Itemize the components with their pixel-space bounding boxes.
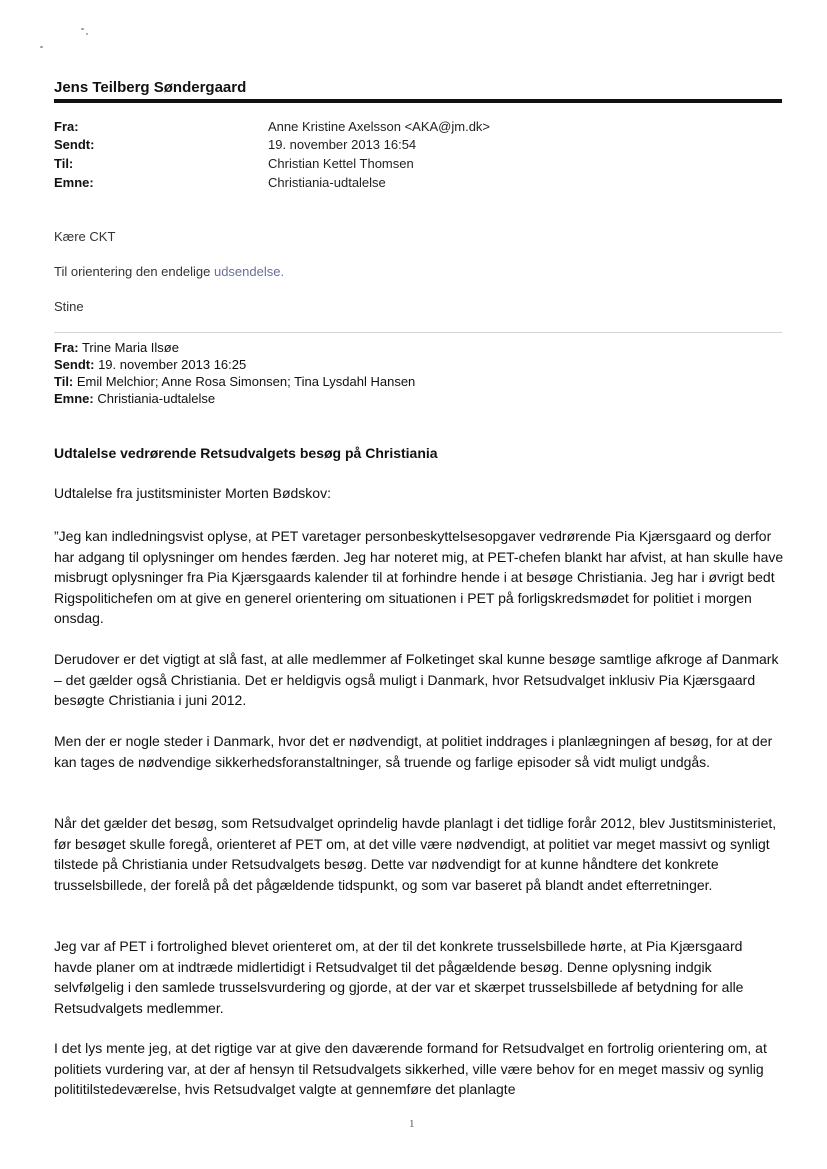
statement-title: Udtalelse vedrørende Retsudvalgets besøg på Christiania xyxy=(54,445,438,461)
statement-paragraph: ”Jeg kan indledningsvist oplyse, at PET varetager personbeskyttelsesopgaver vedrørende Pia Kjærsgaard og derfor har adgang til oplysninger om hendes færden. Jeg har noteret mig, at PET-chefen blankt har afvist, at han skulle have misbrugt oplysninger fra Pia Kjærsgaards kalender til at forhindre hende i at besøge Christiania. Jeg har i øvrigt bedt Rigspolitichefen om at give en generel orientering om situationen i PET på forligskredsmødet for politiet i morgen onsdag. xyxy=(54,528,784,627)
to-label: Til: xyxy=(54,156,74,171)
scan-speck xyxy=(40,46,43,48)
scan-speck xyxy=(86,33,88,35)
statement-paragraph: Derudover er det vigtigt at slå fast, at alle medlemmer af Folketinget skal kunne besøge samtlige afkroge af Danmark – det gælder også Christiania. Det er heldigvis også muligt i Danmark, hvor Retsudvalget inklusiv Pia Kjærsgaard besøgte Christiania i juni 2012. xyxy=(54,651,779,709)
to-value: Christian Kettel Thomsen xyxy=(268,156,414,171)
statement-subtitle: Udtalelse fra justitsminister Morten Bødskov: xyxy=(54,485,331,501)
forwarded-sent-value: 19. november 2013 16:25 xyxy=(94,357,247,372)
forwarded-from xyxy=(54,340,179,355)
scan-speck xyxy=(81,28,84,30)
subject-value: Christiania-udtalelse xyxy=(268,175,386,190)
message-line-start: Til orientering den endelige xyxy=(54,264,214,279)
forwarded-sent-label: Sendt: xyxy=(54,357,95,372)
forwarded-subject-value: Christiania-udtalelse xyxy=(93,391,216,406)
from-value: Anne Kristine Axelsson <AKA@jm.dk> xyxy=(268,119,491,134)
forwarded-from-label: Fra: xyxy=(54,340,79,355)
statement-paragraph: Men der er nogle steder i Danmark, hvor det er nødvendigt, at politiet inddrages i planlægningen af besøg, for at der kan tages de nødvendige sikkerhedsforanstaltninger, så truende og farlige episoder så vidt muligt undgås. xyxy=(54,733,773,770)
forwarded-to-value: Emil Melchior; Anne Rosa Simonsen; Tina Lysdahl Hansen xyxy=(73,374,416,389)
statement-paragraph: Når det gælder det besøg, som Retsudvalget oprindelig havde planlagt i det tidlige forår 2012, blev Justitsministeriet, før besøget skulle foregå, orienteret af PET om, at det ville være nødvendigt, at politiet var meget massivt og synligt tilstede på Christiania under Retsudvalgets besøg. Dette var nødvendigt for at kunne håndtere det konkrete trusselsbillede, der forelå på det pågældende tidspunkt, og som var baseret på blandt andet efterretninger. xyxy=(54,815,777,893)
forwarded-subject xyxy=(54,391,215,406)
forwarded-subject-label: Emne: xyxy=(54,391,94,406)
mailbox-owner-name: Jens Teilberg Søndergaard xyxy=(54,79,247,96)
separator-rule xyxy=(54,332,782,333)
message-line-end: udsendelse. xyxy=(213,264,285,279)
forwarded-to xyxy=(54,374,415,389)
statement-paragraph: Jeg var af PET i fortrolighed blevet orienteret om, at der til det konkrete trusselsbillede hørte, at Pia Kjærsgaard havde planer om at indtræde midlertidigt i Retsudvalget til det pågældende besøg. Denne oplysning indgik selvfølgelig i den samlede trusselsvurdering og gjorde, at der var et skærpet trusselsbillede af betydning for alle Retsudvalgets medlemmer. xyxy=(54,938,744,1016)
forwarded-from-value: Trine Maria Ilsøe xyxy=(78,340,179,355)
header-rule xyxy=(54,99,782,103)
signature: Stine xyxy=(54,299,84,314)
page-number: 1 xyxy=(409,1118,415,1130)
subject-label: Emne: xyxy=(54,175,94,190)
statement-paragraph: I det lys mente jeg, at det rigtige var at give den daværende formand for Retsudvalget en fortrolig orientering om, at politiets vurdering var, at der af hensyn til Retsudvalgets sikkerhed, ville være behov for en meget massiv og synlig polititilstedeværelse, hvis Retsudvalget valgte at gennemføre det planlagte xyxy=(54,1040,767,1098)
forwarded-to-label: Til: xyxy=(54,374,74,389)
sent-value: 19. november 2013 16:54 xyxy=(268,137,417,152)
message-line xyxy=(54,264,284,279)
forwarded-sent xyxy=(54,357,246,372)
sent-label: Sendt: xyxy=(54,137,95,152)
greeting: Kære CKT xyxy=(54,229,116,244)
from-label: Fra: xyxy=(54,119,79,134)
